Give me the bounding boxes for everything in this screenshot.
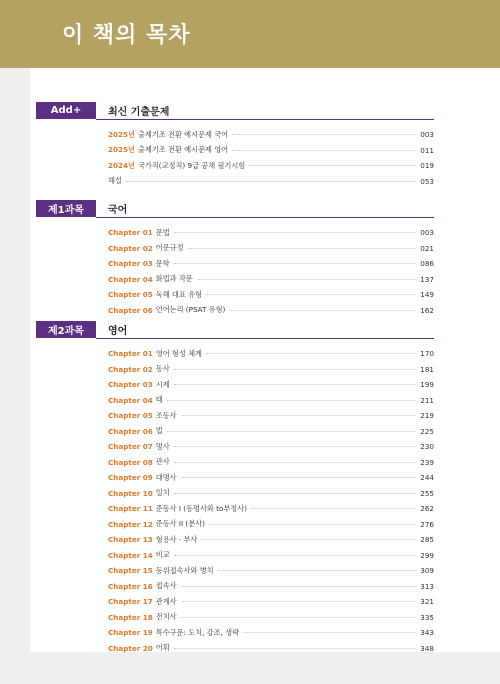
entry-title: 동사	[155, 364, 170, 374]
page-number: 053	[420, 176, 434, 186]
entry-label-prefix: Chapter 02	[108, 243, 153, 253]
toc-entry	[108, 548, 434, 564]
dot-leader	[232, 150, 416, 151]
section-add-plus	[36, 102, 434, 186]
section-rule	[96, 338, 434, 339]
entry-label-prefix: Chapter 17	[108, 597, 153, 607]
section-header	[36, 321, 434, 339]
page-number: 011	[420, 145, 434, 155]
entry-label-prefix: Chapter 06	[108, 305, 153, 315]
toc-entry	[108, 346, 434, 362]
entry-label-prefix: 2025년	[108, 129, 135, 139]
page-number: 199	[420, 380, 434, 390]
entry-title: 접속사	[155, 581, 177, 591]
entry-title: 비교	[155, 550, 170, 560]
page-number: 225	[420, 426, 434, 436]
page-number: 321	[420, 597, 434, 607]
page-number: 137	[420, 274, 434, 284]
page-number: 239	[420, 457, 434, 467]
entry-label-prefix: Chapter 01	[108, 349, 153, 359]
entry-label-prefix: Chapter 05	[108, 290, 153, 300]
toc-entry	[108, 517, 434, 533]
toc-entry	[108, 408, 434, 424]
page-number: 262	[420, 504, 434, 514]
entry-label-prefix: Chapter 16	[108, 581, 153, 591]
dot-leader	[181, 601, 416, 602]
entry-title: 관사	[155, 457, 170, 467]
entry-label-prefix: Chapter 14	[108, 550, 153, 560]
page-number: 181	[420, 364, 434, 374]
page-number: 003	[420, 228, 434, 238]
dot-leader	[206, 294, 416, 295]
entry-title: 해설	[108, 176, 122, 186]
dot-leader	[181, 415, 416, 416]
toc-entry	[108, 486, 434, 502]
toc-entry	[108, 641, 434, 657]
entry-title: 국가직(교정직) 9급 공채 필기시험	[137, 160, 246, 170]
entry-label-prefix: Chapter 10	[108, 488, 153, 498]
toc-entry	[108, 272, 434, 288]
page-number: 211	[420, 395, 434, 405]
entry-label-prefix: Chapter 05	[108, 411, 153, 421]
page-number: 170	[420, 349, 434, 359]
entry-title: 조동사	[155, 410, 177, 420]
entry-label-prefix: Chapter 07	[108, 442, 153, 452]
toc-entry	[108, 127, 434, 143]
toc-list	[108, 346, 434, 656]
entry-label-prefix: 2025년	[108, 145, 135, 155]
dot-leader	[209, 524, 416, 525]
entry-title: 문학	[155, 258, 170, 268]
entry-title: 출제기조 전환 예시문제 국어	[137, 129, 229, 139]
toc-entry	[108, 455, 434, 471]
dot-leader	[243, 632, 416, 633]
toc-entry	[108, 256, 434, 272]
page-number: 021	[420, 243, 434, 253]
section-korean	[36, 200, 434, 315]
dot-leader	[174, 555, 416, 556]
dot-leader	[181, 617, 416, 618]
entry-label-prefix: Chapter 06	[108, 426, 153, 436]
toc-entry	[108, 158, 434, 174]
section-header	[36, 102, 434, 120]
dot-leader	[251, 508, 416, 509]
page-number: 019	[420, 161, 434, 171]
dot-leader	[201, 539, 416, 540]
toc-entry	[108, 579, 434, 595]
entry-label-prefix: Chapter 09	[108, 473, 153, 483]
entry-label-prefix: Chapter 20	[108, 643, 153, 653]
dot-leader	[206, 353, 416, 354]
page-number: 276	[420, 519, 434, 529]
entry-title: 독해 대표 유형	[155, 289, 202, 299]
page-number: 230	[420, 442, 434, 452]
entry-title: 특수구문: 도치, 강조, 생략	[155, 627, 240, 637]
toc-entry	[108, 501, 434, 517]
dot-leader	[218, 570, 416, 571]
entry-title: 형용사 · 부사	[155, 534, 198, 544]
section-badge: 제1과목	[36, 200, 96, 217]
toc-entry	[108, 287, 434, 303]
entry-title: 일치	[155, 488, 170, 498]
entry-title: 화법과 작문	[155, 274, 193, 284]
entry-title: 법	[155, 426, 163, 436]
entry-label-prefix: Chapter 08	[108, 457, 153, 467]
toc-entry	[108, 225, 434, 241]
entry-label-prefix: Chapter 13	[108, 535, 153, 545]
section-badge: Add+	[36, 102, 96, 119]
toc-entry	[108, 625, 434, 641]
dot-leader	[181, 586, 416, 587]
dot-leader	[188, 248, 416, 249]
entry-title: 준동사 I (동명사와 to부정사)	[155, 503, 247, 513]
entry-label-prefix: Chapter 11	[108, 504, 153, 514]
entry-title: 명사	[155, 441, 170, 451]
dot-leader	[174, 232, 416, 233]
entry-title: 영어 형성 체계	[155, 348, 202, 358]
entry-title: 언어논리 (PSAT 유형)	[155, 305, 226, 315]
dot-leader	[174, 263, 416, 264]
entry-label-prefix: Chapter 02	[108, 364, 153, 374]
dot-leader	[229, 310, 416, 311]
toc-entry	[108, 393, 434, 409]
entry-title: 관계사	[155, 596, 177, 606]
toc-entry	[108, 610, 434, 626]
toc-list	[108, 127, 434, 189]
entry-label-prefix: 2024년	[108, 160, 135, 170]
page-number: 219	[420, 411, 434, 421]
dot-leader	[174, 446, 416, 447]
page-number: 149	[420, 290, 434, 300]
entry-label-prefix: Chapter 12	[108, 519, 153, 529]
entry-title: 태	[155, 395, 163, 405]
dot-leader	[174, 384, 416, 385]
section-title: 최신 기출문제	[108, 107, 170, 118]
toc-entry	[108, 174, 434, 190]
page-number: 285	[420, 535, 434, 545]
page-number: 313	[420, 581, 434, 591]
dot-leader	[167, 400, 416, 401]
entry-label-prefix: Chapter 18	[108, 612, 153, 622]
toc-entry	[108, 303, 434, 319]
dot-leader	[249, 165, 416, 166]
page-number: 255	[420, 488, 434, 498]
dot-leader	[197, 279, 416, 280]
entry-label-prefix: Chapter 04	[108, 274, 153, 284]
page-number: 086	[420, 259, 434, 269]
section-english	[36, 321, 434, 653]
toc-entry	[108, 362, 434, 378]
toc-entry	[108, 424, 434, 440]
entry-title: 시제	[155, 379, 170, 389]
dot-leader	[174, 493, 416, 494]
entry-label-prefix: Chapter 03	[108, 380, 153, 390]
dot-leader	[167, 431, 416, 432]
page-number: 299	[420, 550, 434, 560]
entry-title: 준동사 II (분사)	[155, 519, 205, 529]
dot-leader	[174, 648, 416, 649]
entry-title: 문법	[155, 227, 170, 237]
entry-title: 대명사	[155, 472, 177, 482]
entry-title: 출제기조 전환 예시문제 영어	[137, 145, 229, 155]
entry-label-prefix: Chapter 03	[108, 259, 153, 269]
toc-entry	[108, 439, 434, 455]
entry-label-prefix: Chapter 04	[108, 395, 153, 405]
toc-entry	[108, 377, 434, 393]
section-title: 영어	[108, 326, 128, 337]
entry-title: 전치사	[155, 612, 177, 622]
entry-label-prefix: Chapter 19	[108, 628, 153, 638]
toc-entry	[108, 563, 434, 579]
page-number: 348	[420, 643, 434, 653]
page-number: 162	[420, 305, 434, 315]
toc-list	[108, 225, 434, 318]
toc-entry	[108, 470, 434, 486]
page-number: 335	[420, 612, 434, 622]
page-number: 309	[420, 566, 434, 576]
page-title: 이 책의 목차	[62, 23, 191, 48]
toc-entry	[108, 241, 434, 257]
entry-title: 등위접속사와 병치	[155, 565, 214, 575]
toc-entry	[108, 532, 434, 548]
section-rule	[96, 217, 434, 218]
toc-entry	[108, 143, 434, 159]
dot-leader	[174, 369, 416, 370]
section-header	[36, 200, 434, 218]
section-rule	[96, 119, 434, 120]
section-badge: 제2과목	[36, 321, 96, 338]
entry-label-prefix: Chapter 01	[108, 228, 153, 238]
dot-leader	[126, 181, 416, 182]
dot-leader	[232, 134, 416, 135]
header-band	[0, 0, 500, 68]
page-number: 244	[420, 473, 434, 483]
page-number: 343	[420, 628, 434, 638]
dot-leader	[174, 462, 416, 463]
entry-title: 어휘	[155, 643, 170, 653]
entry-label-prefix: Chapter 15	[108, 566, 153, 576]
toc-entry	[108, 594, 434, 610]
dot-leader	[181, 477, 416, 478]
entry-title: 어문규정	[155, 243, 184, 253]
section-title: 국어	[108, 205, 128, 216]
page-number: 003	[420, 130, 434, 140]
